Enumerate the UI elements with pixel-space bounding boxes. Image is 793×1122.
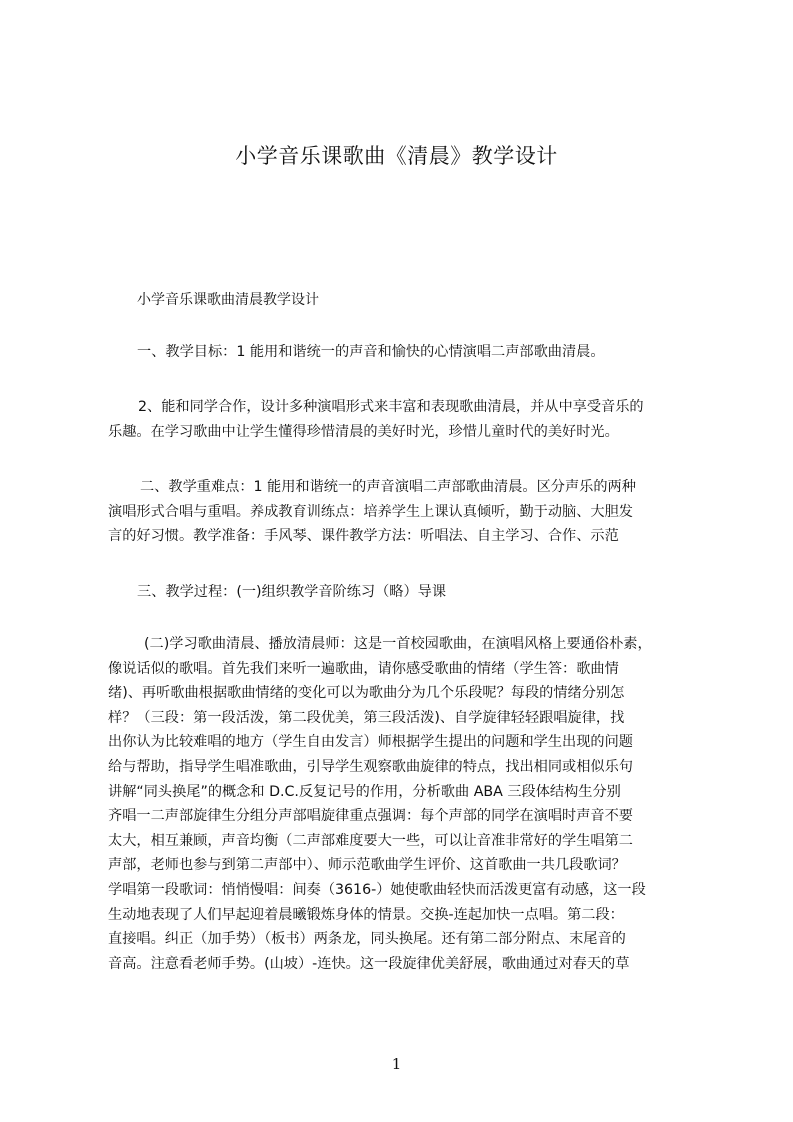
paragraph-line: 言的好习惯。教学准备：手风琴、课件教学方法：听唱法、自主学习、合作、示范 xyxy=(108,528,619,545)
process-paragraph: 三、教学过程：(一)组织教学音阶练习（略）导课 xyxy=(137,584,447,600)
paragraph-line: 演唱形式合唱与重唱。养成教育训练点：培养学生上课认真倾听，勤于动脑、大胆发 xyxy=(108,503,633,520)
paragraph-line: 生动地表现了人们早起迎着晨曦锻炼身体的情景。交换-连起加快一点唱。第二段： xyxy=(108,906,624,923)
paragraph-line: 讲解“同头换尾”的概念和 D.C.反复记号的作用，分析歌曲 ABA 三段体结构生分别 xyxy=(108,783,621,800)
paragraph-line: 乐趣。在学习歌曲中让学生懂得珍惜清晨的美好时光，珍惜儿童时代的美好时光。 xyxy=(108,423,619,440)
paragraph-line: 出你认为比较难唱的地方（学生自由发言）师根据学生提出的问题和学生出现的问题 xyxy=(108,734,633,751)
objective2-paragraph xyxy=(108,395,728,444)
paragraph-line: 音高。注意看老师手势。(山坡）-连快。这一段旋律优美舒展，歌曲通过对春天的草 xyxy=(108,955,630,972)
objectives-paragraph: 一、教学目标：1 能用和谐统一的声音和愉快的心情演唱二声部歌曲清晨。 xyxy=(137,344,605,360)
paragraph-line: 绪)、再听歌曲根据歌曲情绪的变化可以为歌曲分为几个乐段呢？每段的情绪分别怎 xyxy=(108,685,625,702)
paragraph-line: 齐唱一二声部旋律生分组分声部唱旋律重点强调：每个声部的同学在演唱时声音不要 xyxy=(108,808,633,825)
paragraph-line: 2、能和同学合作，设计多种演唱形式来丰富和表现歌曲清晨，并从中享受音乐的 xyxy=(138,399,644,415)
document-subtitle: 小学音乐课歌曲清晨教学设计 xyxy=(137,292,319,308)
paragraph-line: 二、教学重难点：1 能用和谐统一的声音演唱二声部歌曲清晨。区分声乐的两种 xyxy=(140,479,636,495)
paragraph-line: 给与帮助，指导学生唱准歌曲，引导学生观察歌曲旋律的特点，找出相同或相似乐句 xyxy=(108,758,633,775)
paragraph-line: 像说话似的歌唱。首先我们来听一遍歌曲，请你感受歌曲的情绪（学生答：歌曲情 xyxy=(108,660,619,677)
paragraph-line: 声部，老师也参与到第二声部中）、师示范歌曲学生评价、这首歌曲一共几段歌词？ xyxy=(108,857,626,874)
page-number: 1 xyxy=(391,1055,402,1073)
paragraph-line: 样？（三段：第一段活泼，第二段优美，第三段活泼)、自学旋律轻轻跟唱旋律，找 xyxy=(108,709,625,726)
difficulty-paragraph xyxy=(108,475,728,549)
paragraph-line: (二)学习歌曲清晨、播放清晨师：这是一首校园歌曲，在演唱风格上要通俗朴素， xyxy=(144,636,652,652)
learning-paragraph xyxy=(108,632,728,976)
document-title: 小学音乐课歌曲《清晨》教学设计 xyxy=(235,144,558,168)
paragraph-line: 直接唱。纠正（加手势）（板书）两条龙，同头换尾。还有第二部分附点、末尾音的 xyxy=(108,931,626,948)
paragraph-line: 太大，相互兼顾，声音均衡（二声部难度要大一些，可以让音准非常好的学生唱第二 xyxy=(108,832,633,849)
paragraph-line: 学唱第一段歌词：悄悄慢唱：间奏（3616-）她使歌曲轻快而活泼更富有动感，这一段 xyxy=(108,881,646,898)
